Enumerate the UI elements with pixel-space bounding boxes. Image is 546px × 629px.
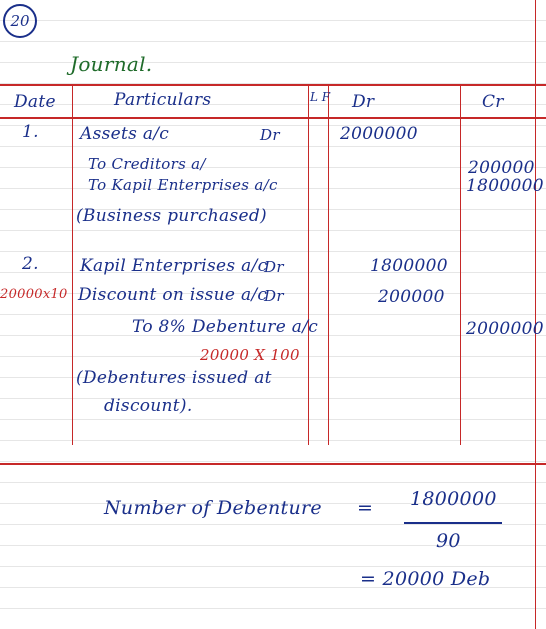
entry-1-credit-line-2: To Kapil Enterprises a/c [88,176,278,194]
dr-column-divider [460,86,461,445]
entry-1-narration: (Business purchased) [76,206,267,226]
entry-2-debit-account-2: Discount on issue a/c [78,285,268,305]
header-dr: Dr [352,92,375,112]
entry-2-dr-amount-2: 200000 [378,287,445,307]
entry-2-working: 20000 X 100 [200,346,300,364]
entry-2-narration-line-2: discount). [104,396,193,416]
entry-2-dr-amount-1: 1800000 [370,256,448,276]
entry-1-cr-amount-2: 1800000 [466,176,544,196]
question-number-text: 20 [10,12,30,30]
entry-1-credit-line-1: To Creditors a/ [88,155,206,173]
calc-label: Number of Debenture [104,497,322,519]
entry-1-debit-account: Assets a/c [80,124,170,144]
calc-equals: = [357,497,374,519]
header-red-rule [0,117,546,119]
entry-1-dr-mark: Dr [260,126,280,144]
entry-2-date: 2. [22,254,39,274]
entry-2-side-note: 20000x10 [0,287,68,302]
date-column-divider [72,86,73,445]
page-title: Journal. [70,52,153,76]
calc-fraction-line [404,522,502,524]
header-lf: L F [310,90,331,104]
entry-2-cr-amount: 2000000 [466,319,544,339]
entry-2-dr-mark-2: Dr [264,287,284,305]
lf-column-divider [328,86,329,445]
entry-1-dr-amount: 2000000 [340,124,418,144]
header-date: Date [14,92,56,112]
calc-denominator: 90 [436,530,461,552]
right-margin [535,0,536,629]
entry-2-dr-mark-1: Dr [264,258,284,276]
header-cr: Cr [482,92,504,112]
top-red-rule [0,84,546,86]
entry-2-narration-line-1: (Debentures issued at [76,368,272,388]
entry-1-date: 1. [22,122,39,142]
header-particulars: Particulars [114,90,212,110]
entry-2-credit-line: To 8% Debenture a/c [132,317,319,337]
entry-1-cr-amount-1: 200000 [468,158,535,178]
bottom-red-rule [0,463,546,465]
entry-2-debit-account-1: Kapil Enterprises a/c [80,256,268,276]
calc-result: = 20000 Deb [360,568,491,590]
particulars-column-divider [308,86,309,445]
calc-numerator: 1800000 [410,488,497,510]
question-number [3,4,37,38]
